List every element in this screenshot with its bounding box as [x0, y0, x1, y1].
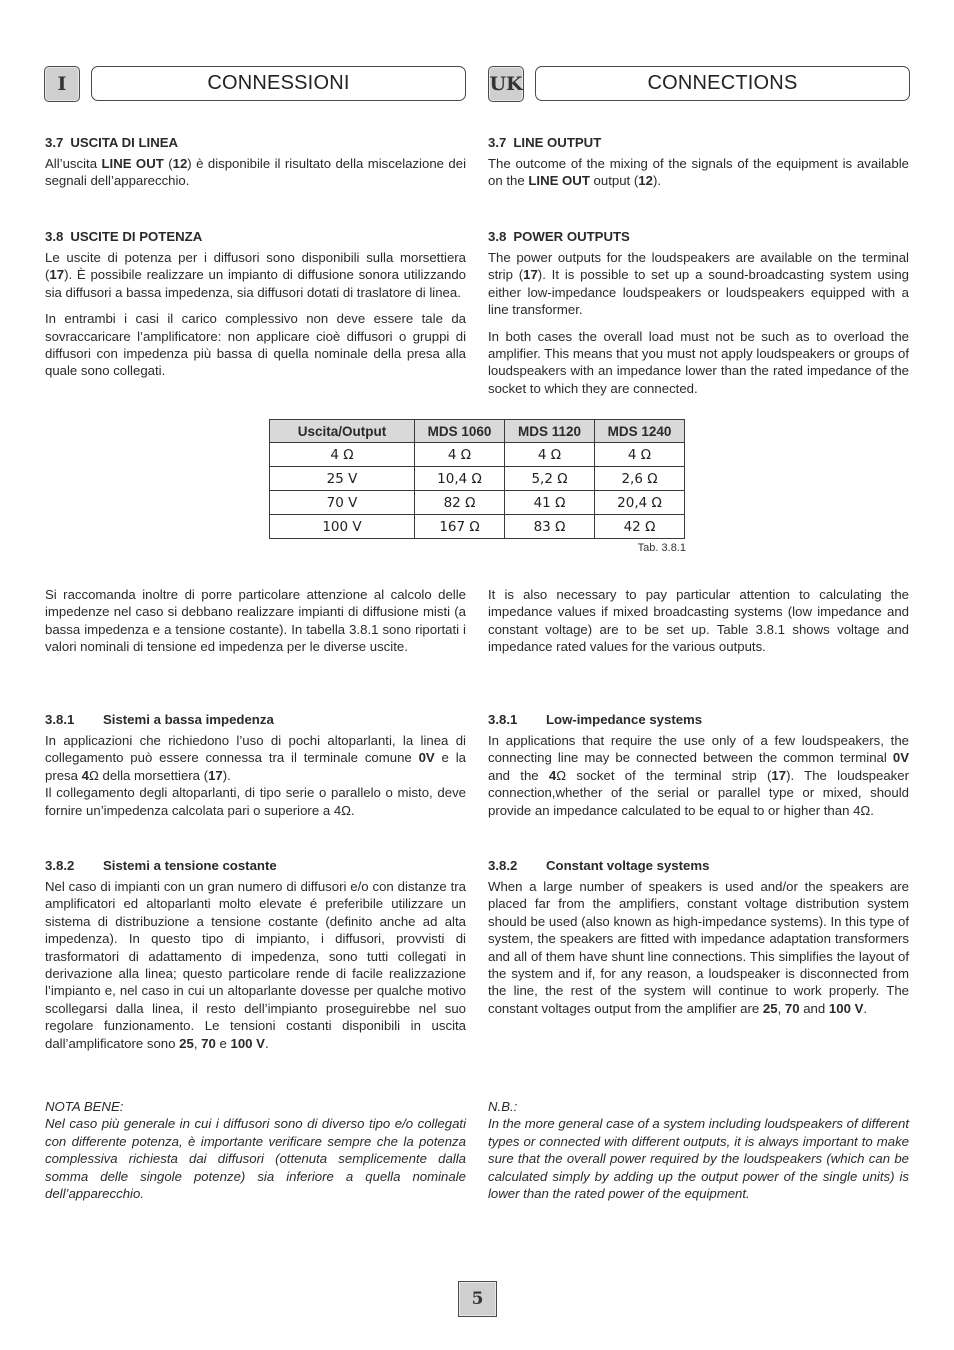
paragraph: It is also necessary to pay particular attention to calculating the impedance values if mixed broadcasting systems (low impedance and constant voltage) are to be set up. Table 3.8.1 shows voltage and impedance rated values for the various outputs.: [488, 587, 909, 655]
paragraph: Nel caso di impianti con un gran numero di diffusori e/o con distanze tra amplificatori ed altoparlanti molto elevate é preferibile utilizzare un sistema di distribuzione a tensione costante (definito anche ad alta impedenza). In questo tipo di impianto, i diffusori, provvisti di trasformatori di adattamento di impedenza, sono tutti collegati in derivazione alla linea; questo particolare rende di facile realizzazione l’impianto e, nel caso in cui un altoparlante dovesse per qualche motivo scollegarsi dalla linea, il resto dell’impianto proseguirebbe nel suo regolare funzionamento. Le tensioni costanti disponibili in uscita dall’amplificatore sono 25, 70 e 100 V.: [45, 879, 466, 1051]
it-section-3-8-1: [45, 711, 466, 819]
heading: 3.8.2 Sistemi a tensione costante: [45, 858, 277, 873]
uk-section-3-7: [488, 134, 909, 190]
table-cell: 20,4 Ω: [595, 491, 685, 515]
table-cell: 100 V: [270, 515, 415, 539]
paragraph: In entrambi i casi il carico complessivo non deve essere tale da sovraccaricare l’amplificatore: non applicare cioè diffusori o gruppi di diffusori con impedenza più bassa di quella nominale della presa alla quale sono collegati.: [45, 311, 466, 379]
note-text: In the more general case of a system including loudspeakers of different types or connected with different outputs, it is always important to make sure that the overall power required by the loudspeakers (which can be calculated simply by adding up the output power of the single units) is lower than the rated power of the equipment.: [488, 1116, 909, 1202]
uk-section-3-8-2: [488, 857, 909, 1017]
it-section-3-8-2: [45, 857, 466, 1052]
section-title-it: CONNESSIONI: [91, 66, 466, 101]
table-header: Uscita/Output: [270, 420, 415, 443]
section-title-uk: CONNECTIONS: [535, 66, 910, 101]
table-cell: 25 V: [270, 467, 415, 491]
table-cell: 41 Ω: [505, 491, 595, 515]
paragraph: When a large number of speakers is used and/or the speakers are placed far from the amplifiers, constant voltage distribution system should be used (also known as high-impedance systems). In this type of system, the speakers are fitted with impedance adaptation transformers and all of them have shunt line connections. This simplifies the layout of the system and if, for any reason, a loudspeaker is disconnected from the line, the rest of the system will continue to work properly. The constant voltages output from the amplifier are 25, 70 and 100 V.: [488, 879, 909, 1016]
impedance-table: [269, 419, 685, 539]
it-section-3-8: [45, 228, 466, 380]
paragraph: The power outputs for the loudspeakers are available on the terminal strip (17). It is possible to set up a sound-broadcasting system using either low-impedance loudspeakers or loudspeakers equipped with a line transformer.: [488, 250, 909, 318]
table-cell: 42 Ω: [595, 515, 685, 539]
heading: 3.8 POWER OUTPUTS: [488, 229, 630, 244]
paragraph: All’uscita LINE OUT (12) è disponibile il risultato della miscelazione dei segnali dell’apparecchio.: [45, 156, 467, 189]
table-header-row: [270, 420, 685, 443]
uk-section-3-8-1: [488, 711, 909, 819]
heading: 3.8.1 Sistemi a bassa impedenza: [45, 712, 274, 727]
table-row: [270, 491, 685, 515]
table-header: MDS 1060: [415, 420, 505, 443]
uk-note: [488, 1098, 909, 1202]
note-text: Nel caso più generale in cui i diffusori sono di diverso tipo e/o collegati con differente potenza, è importante verificare sempre che la potenza complessiva richiesta dai diffusori (ottenuta semplicemente dalla somma delle singole potenze) sia inferiore a quella nominale dell’apparecchio.: [45, 1116, 466, 1202]
table-header: MDS 1120: [505, 420, 595, 443]
paragraph: In both cases the overall load must not be such as to overload the amplifier. This means that you must not apply loudspeakers or groups of loudspeakers with an impedance lower than the rated impedance of the socket to which they are connected.: [488, 328, 909, 396]
table-cell: 2,6 Ω: [595, 467, 685, 491]
uk-recommendation: [488, 586, 909, 656]
heading: 3.7 LINE OUTPUT: [488, 135, 602, 150]
paragraph: Le uscite di potenza per i diffusori sono disponibili sulla morsettiera (17). È possibile realizzare un impianto di diffusione sonora utilizzando sia diffusori a bassa impedenza, sia diffusori dotati di traslatore di linea.: [45, 250, 466, 300]
lang-badge-it: I: [44, 66, 80, 102]
table-row: [270, 443, 685, 467]
it-note: [45, 1098, 466, 1202]
it-section-3-7: [45, 134, 466, 190]
table-cell: 4 Ω: [595, 443, 685, 467]
heading: 3.8.1 Low-impedance systems: [488, 712, 703, 727]
table-cell: 4 Ω: [270, 443, 415, 467]
uk-section-3-8: [488, 228, 909, 397]
table-caption: Tab. 3.8.1: [637, 542, 686, 554]
table-row: [270, 515, 685, 539]
lang-badge-uk: UK: [488, 66, 524, 102]
table-header: MDS 1240: [595, 420, 685, 443]
heading: 3.8 USCITE DI POTENZA: [45, 229, 203, 244]
note-title: NOTA BENE:: [45, 1099, 124, 1114]
heading: 3.7 USCITA DI LINEA: [45, 135, 179, 150]
table-cell: 70 V: [270, 491, 415, 515]
table-row: [270, 467, 685, 491]
it-recommendation: [45, 586, 466, 656]
table-cell: 83 Ω: [505, 515, 595, 539]
heading: 3.8.2 Constant voltage systems: [488, 858, 710, 873]
note-title: N.B.:: [488, 1099, 518, 1114]
paragraph: The outcome of the mixing of the signals of the equipment is available on the LINE OUT output (12).: [488, 156, 909, 189]
table-cell: 5,2 Ω: [505, 467, 595, 491]
table-cell: 4 Ω: [505, 443, 595, 467]
paragraph: In applications that require the use only of a few loudspeakers, the connecting line may be connected between the common terminal 0V and the 4Ω socket of the terminal strip (17). The loudspeaker connection,whether of the serial or parallel type or mixed, should provide an impedance calculated to be equal to or higher than 4Ω.: [488, 733, 909, 818]
table-cell: 82 Ω: [415, 491, 505, 515]
table-cell: 10,4 Ω: [415, 467, 505, 491]
table-cell: 4 Ω: [415, 443, 505, 467]
paragraph: In applicazioni che richiedono l’uso di pochi altoparlanti, la linea di collegamento può essere connessa tra il terminale comune 0V e la presa 4Ω della morsettiera (17). Il collegamento degli altoparlanti, di tipo serie o parallelo o misto, deve fornire un’impedenza calcolata pari o superiore a 4Ω.: [45, 733, 466, 818]
page-number: 5: [458, 1281, 497, 1317]
table-cell: 167 Ω: [415, 515, 505, 539]
paragraph: Si raccomanda inoltre di porre particolare attenzione al calcolo delle impedenze nel caso si debbano realizzare impianti di diffusione misti (a bassa impedenza e a tensione costante). In tabella 3.8.1 sono riportati i valori nominali di tensione ed impedenza per le diverse uscite.: [45, 587, 466, 655]
